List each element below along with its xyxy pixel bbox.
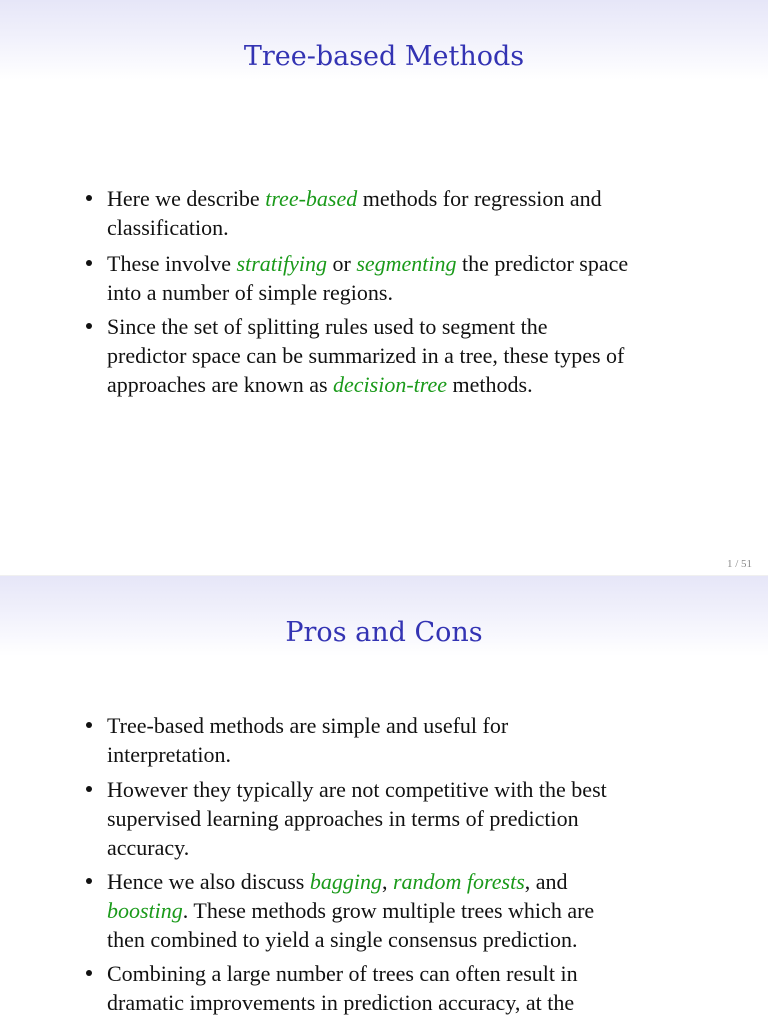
bullet-dot-icon — [86, 195, 92, 201]
bullet-line: Here we describe tree-based methods for regression and — [107, 186, 602, 211]
bullet-dot-icon — [86, 722, 92, 728]
emphasis-term: decision-tree — [333, 372, 448, 397]
emphasis-term: bagging — [309, 869, 382, 894]
bullet-line: then combined to yield a single consensus prediction. — [107, 927, 578, 952]
bullet-line: dramatic improvements in prediction accuracy, at the — [107, 990, 575, 1015]
slide-title: Tree-based Methods — [243, 41, 525, 72]
bullet-dot-icon — [86, 878, 92, 884]
bullet-dot-icon — [86, 260, 92, 266]
page-number: 1 / 51 — [726, 558, 752, 570]
bullet-line: supervised learning approaches in terms of prediction — [107, 806, 579, 831]
emphasis-term: tree-based — [265, 186, 358, 211]
bullet-line: However they typically are not competitive with the best — [107, 777, 607, 802]
bullet-line: into a number of simple regions. — [107, 280, 393, 305]
bullet-line: classification. — [107, 215, 229, 240]
bullet-line: Combining a large number of trees can often result in — [107, 961, 578, 986]
bullet-line: These involve stratifying or segmenting the predictor space — [107, 251, 629, 276]
bullet-line: accuracy. — [107, 835, 190, 860]
slide-pros-and-cons — [0, 576, 768, 1024]
bullet-line: interpretation. — [107, 742, 232, 767]
emphasis-term: boosting — [107, 898, 183, 923]
bullet-line: predictor space can be summarized in a tree, these types of — [107, 343, 625, 368]
slide-title: Pros and Cons — [285, 617, 483, 648]
bullet-line: Since the set of splitting rules used to segment the — [107, 314, 548, 339]
emphasis-term: stratifying — [236, 251, 327, 276]
bullet-line: approaches are known as decision-tree methods. — [107, 372, 533, 397]
bullet-dot-icon — [86, 970, 92, 976]
bullet-dot-icon — [86, 323, 92, 329]
bullet-line: boosting. These methods grow multiple trees which are — [107, 898, 595, 923]
bullet-line: Hence we also discuss bagging, random forests, and — [107, 869, 568, 894]
bullet-line: Tree-based methods are simple and useful for — [107, 713, 509, 738]
emphasis-term: random forests — [392, 869, 525, 894]
emphasis-term: segmenting — [356, 251, 457, 276]
bullet-dot-icon — [86, 786, 92, 792]
